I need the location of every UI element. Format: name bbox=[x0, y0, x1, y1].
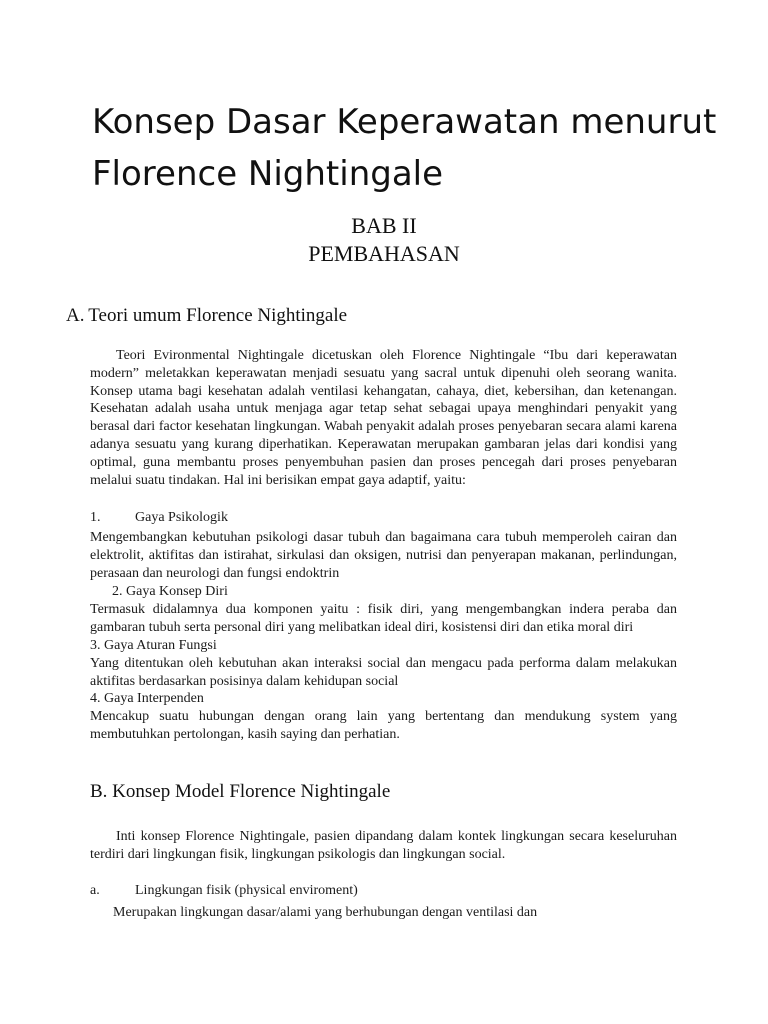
item-1-number: 1. bbox=[90, 510, 101, 525]
section-a-intro: Teori Evironmental Nightingale dicetuskan oleh Florence Nightingale “Ibu dari keperawatan modern” meletakkan keperawatan menjadi sesuatu yang sacral untuk dipenuhi oleh seorang wanita. Konsep utama bagi kesehatan adalah ventilasi kehangatan, cahaya, diet, kebersihan, dan ketenangan. Kesehatan adalah usaha untuk menjaga agar tetap sehat sebagai upaya menghindari penyakit yang berasal dari factor kesehatan lingkungan. Wabah penyakit adalah proses penyebaran secara alami karena adanya sesuatu yang kurang diperhatikan. Keperawatan merupakan gambaran jelas dari kondisi yang optimal, guna membantu proses penyembuhan pasien dan proses pencegah dari proses penyebaran melalui suatu tindakan. Hal ini berisikan empat gaya adaptif, yaitu: bbox=[90, 348, 677, 488]
item-1-text: Mengembangkan kebutuhan psikologi dasar tubuh dan bagaimana cara tubuh memperoleh cairan dan elektrolit, aktifitas dan istirahat, sirkulasi dan oksigen, nutrisi dan penyerapan makanan, perlindungan, perasaan dan neurologi dan fungsi endoktrin bbox=[90, 530, 677, 581]
item-3-text: Yang ditentukan oleh kebutuhan akan interaksi social dan mengacu pada performa dalam melakukan aktifitas berdasarkan posisinya dalam kehidupan social bbox=[90, 656, 677, 689]
title-line-1: Konsep Dasar Keperawatan menurut bbox=[92, 102, 717, 142]
item-3-title: 3. Gaya Aturan Fungsi bbox=[90, 638, 217, 653]
item-2-text: Termasuk didalamnya dua komponen yaitu : fisik diri, yang mengembangkan indera peraba dan gambaran tubuh serta personal diri yang melibatkan ideal diri, kosistensi diri dan etika moral diri bbox=[90, 602, 677, 635]
chapter-number: BAB II bbox=[351, 213, 417, 238]
item-4-title: 4. Gaya Interpenden bbox=[90, 691, 204, 706]
chapter-title: PEMBAHASAN bbox=[308, 241, 460, 266]
item-a-label: a. bbox=[90, 883, 100, 898]
item-a-text: Merupakan lingkungan dasar/alami yang berhubungan dengan ventilasi dan bbox=[113, 905, 538, 920]
title-line-2: Florence Nightingale bbox=[92, 154, 444, 194]
item-4-text: Mencakup suatu hubungan dengan orang lain yang bertentang dan mendukung system yang membutuhkan pertolongan, kasih saying dan perhatian. bbox=[90, 709, 677, 742]
document-title bbox=[92, 96, 732, 200]
section-b-intro: Inti konsep Florence Nightingale, pasien dipandang dalam kontek lingkungan secara keseluruhan terdiri dari lingkungan fisik, lingkungan psikologis dan lingkungan social. bbox=[90, 829, 677, 862]
item-2-title: 2. Gaya Konsep Diri bbox=[112, 584, 228, 599]
item-1-title: Gaya Psikologik bbox=[135, 510, 228, 525]
section-b-heading: B. Konsep Model Florence Nightingale bbox=[90, 781, 391, 802]
item-a-title: Lingkungan fisik (physical enviroment) bbox=[135, 883, 358, 898]
section-a-heading: A. Teori umum Florence Nightingale bbox=[66, 305, 348, 326]
